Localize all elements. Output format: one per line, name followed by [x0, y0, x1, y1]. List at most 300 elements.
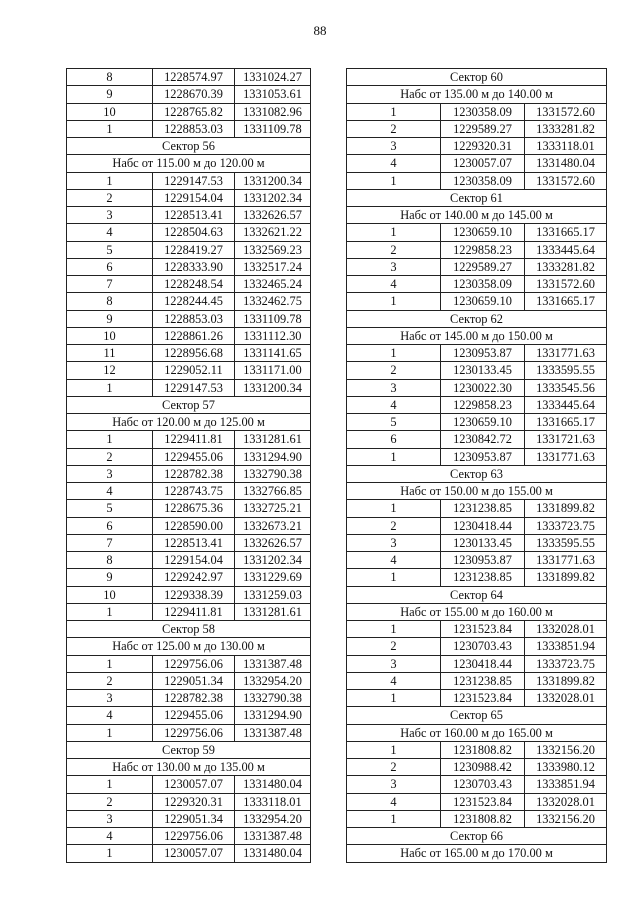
point-number: 2: [347, 638, 441, 655]
sector-header: Сектор 59: [67, 741, 311, 758]
point-number: 1: [67, 603, 153, 620]
point-number: 1: [67, 379, 153, 396]
table-row: [67, 448, 311, 465]
coord-x: 1228419.27: [153, 241, 235, 258]
point-number: 3: [67, 465, 153, 482]
coord-x: 1228333.90: [153, 258, 235, 275]
coord-x: 1230703.43: [441, 638, 525, 655]
sector-header: Сектор 63: [347, 465, 607, 482]
point-number: 6: [347, 431, 441, 448]
table-row: [347, 810, 607, 827]
sector-header: Набс от 135.00 м до 140.00 м: [347, 86, 607, 103]
sector-header-row: [347, 327, 607, 344]
table-row: [347, 672, 607, 689]
sector-header: Сектор 65: [347, 707, 607, 724]
coord-y: 1333281.82: [525, 258, 607, 275]
coord-y: 1332954.20: [235, 810, 311, 827]
coord-y: 1333851.94: [525, 776, 607, 793]
point-number: 1: [347, 690, 441, 707]
coord-y: 1332028.01: [525, 621, 607, 638]
coord-x: 1228782.38: [153, 465, 235, 482]
table-row: [67, 189, 311, 206]
table-row: [347, 534, 607, 551]
coord-y: 1331771.63: [525, 552, 607, 569]
sector-header-row: [67, 759, 311, 776]
coord-y: 1333118.01: [235, 793, 311, 810]
coord-x: 1231238.85: [441, 672, 525, 689]
table-row: [67, 707, 311, 724]
point-number: 10: [67, 586, 153, 603]
sector-header: Набс от 155.00 м до 160.00 м: [347, 603, 607, 620]
point-number: 3: [347, 655, 441, 672]
table-row: [67, 586, 311, 603]
coord-x: 1230057.07: [153, 776, 235, 793]
coord-y: 1331665.17: [525, 293, 607, 310]
coord-x: 1230953.87: [441, 448, 525, 465]
coord-y: 1331572.60: [525, 276, 607, 293]
point-number: 4: [347, 396, 441, 413]
coord-x: 1229411.81: [153, 603, 235, 620]
table-row: [347, 517, 607, 534]
coord-x: 1231808.82: [441, 810, 525, 827]
coord-x: 1231238.85: [441, 569, 525, 586]
coord-x: 1229589.27: [441, 258, 525, 275]
coord-x: 1229147.53: [153, 379, 235, 396]
coord-y: 1332954.20: [235, 672, 311, 689]
coord-x: 1229756.06: [153, 828, 235, 845]
coord-y: 1332790.38: [235, 465, 311, 482]
sector-header: Сектор 60: [347, 69, 607, 86]
coord-y: 1331480.04: [525, 155, 607, 172]
point-number: 4: [347, 276, 441, 293]
table-row: [67, 603, 311, 620]
coord-x: 1230358.09: [441, 103, 525, 120]
point-number: 8: [67, 552, 153, 569]
table-row: [347, 379, 607, 396]
table-row: [347, 621, 607, 638]
coord-y: 1331771.63: [525, 345, 607, 362]
sector-header-row: [347, 207, 607, 224]
table-row: [347, 500, 607, 517]
table-row: [67, 69, 311, 86]
point-number: 6: [67, 517, 153, 534]
point-number: 2: [347, 241, 441, 258]
table-row: [347, 155, 607, 172]
coord-x: 1228861.26: [153, 327, 235, 344]
coord-y: 1331899.82: [525, 500, 607, 517]
coord-y: 1331294.90: [235, 707, 311, 724]
table-row: [67, 672, 311, 689]
sector-header: Сектор 64: [347, 586, 607, 603]
coord-y: 1333723.75: [525, 517, 607, 534]
table-row: [67, 310, 311, 327]
coord-x: 1230418.44: [441, 517, 525, 534]
sector-header-row: [347, 483, 607, 500]
point-number: 1: [347, 345, 441, 362]
coord-y: 1333545.56: [525, 379, 607, 396]
table-row: [67, 172, 311, 189]
coord-x: 1231523.84: [441, 621, 525, 638]
sector-header-row: [347, 586, 607, 603]
coord-y: 1331082.96: [235, 103, 311, 120]
point-number: 3: [347, 258, 441, 275]
coord-y: 1331281.61: [235, 431, 311, 448]
point-number: 4: [347, 672, 441, 689]
point-number: 2: [67, 793, 153, 810]
coord-y: 1332569.23: [235, 241, 311, 258]
table-row: [347, 293, 607, 310]
point-number: 3: [67, 207, 153, 224]
coord-y: 1331202.34: [235, 552, 311, 569]
table-row: [347, 120, 607, 137]
table-row: [67, 483, 311, 500]
table-row: [67, 379, 311, 396]
coord-x: 1230842.72: [441, 431, 525, 448]
point-number: 5: [67, 500, 153, 517]
table-row: [347, 138, 607, 155]
sector-header-row: [67, 396, 311, 413]
point-number: 5: [347, 414, 441, 431]
coord-x: 1230953.87: [441, 552, 525, 569]
coord-y: 1331171.00: [235, 362, 311, 379]
coord-x: 1229756.06: [153, 724, 235, 741]
coord-x: 1229455.06: [153, 707, 235, 724]
coord-x: 1228670.39: [153, 86, 235, 103]
table-row: [347, 655, 607, 672]
table-row: [67, 465, 311, 482]
sector-header-row: [347, 69, 607, 86]
coord-x: 1230133.45: [441, 534, 525, 551]
table-row: [347, 552, 607, 569]
point-number: 2: [347, 759, 441, 776]
point-number: 10: [67, 327, 153, 344]
table-row: [67, 500, 311, 517]
point-number: 10: [67, 103, 153, 120]
point-number: 4: [67, 483, 153, 500]
point-number: 7: [67, 534, 153, 551]
coord-x: 1230133.45: [441, 362, 525, 379]
coord-y: 1331109.78: [235, 120, 311, 137]
coord-x: 1229858.23: [441, 241, 525, 258]
coord-y: 1332465.24: [235, 276, 311, 293]
sector-header-row: [67, 138, 311, 155]
table-row: [347, 103, 607, 120]
coord-y: 1331281.61: [235, 603, 311, 620]
table-row: [67, 534, 311, 551]
point-number: 3: [67, 690, 153, 707]
coord-x: 1228853.03: [153, 120, 235, 137]
point-number: 1: [67, 724, 153, 741]
point-number: 4: [347, 155, 441, 172]
coord-x: 1230418.44: [441, 655, 525, 672]
table-row: [67, 241, 311, 258]
table-row: [347, 241, 607, 258]
sector-header-row: [347, 845, 607, 862]
point-number: 5: [67, 241, 153, 258]
coord-x: 1229858.23: [441, 396, 525, 413]
table-row: [347, 776, 607, 793]
table-row: [67, 569, 311, 586]
point-number: 2: [347, 517, 441, 534]
coord-x: 1228248.54: [153, 276, 235, 293]
coord-x: 1228782.38: [153, 690, 235, 707]
table-row: [347, 414, 607, 431]
table-row: [67, 224, 311, 241]
coord-x: 1230057.07: [441, 155, 525, 172]
coord-y: 1331229.69: [235, 569, 311, 586]
sector-header-row: [67, 741, 311, 758]
sector-header-row: [347, 310, 607, 327]
coord-x: 1229242.97: [153, 569, 235, 586]
coord-x: 1230659.10: [441, 414, 525, 431]
coord-y: 1331572.60: [525, 103, 607, 120]
coordinates-table-right: [346, 68, 607, 863]
coord-x: 1228244.45: [153, 293, 235, 310]
coord-x: 1229411.81: [153, 431, 235, 448]
sector-header: Сектор 61: [347, 189, 607, 206]
table-row: [67, 327, 311, 344]
coord-x: 1228675.36: [153, 500, 235, 517]
point-number: 2: [67, 189, 153, 206]
coord-x: 1230358.09: [441, 276, 525, 293]
sector-header: Набс от 140.00 м до 145.00 м: [347, 207, 607, 224]
coord-y: 1333445.64: [525, 241, 607, 258]
coord-x: 1228504.63: [153, 224, 235, 241]
coord-y: 1331899.82: [525, 672, 607, 689]
sector-header-row: [67, 155, 311, 172]
coord-y: 1331200.34: [235, 379, 311, 396]
coord-y: 1333118.01: [525, 138, 607, 155]
sector-header-row: [347, 86, 607, 103]
point-number: 4: [347, 793, 441, 810]
sector-header: Набс от 130.00 м до 135.00 м: [67, 759, 311, 776]
point-number: 2: [347, 120, 441, 137]
point-number: 1: [67, 845, 153, 862]
coord-y: 1332673.21: [235, 517, 311, 534]
table-row: [347, 448, 607, 465]
sector-header: Сектор 66: [347, 828, 607, 845]
coord-x: 1229147.53: [153, 172, 235, 189]
table-row: [347, 741, 607, 758]
coord-x: 1229052.11: [153, 362, 235, 379]
coord-x: 1228590.00: [153, 517, 235, 534]
coord-y: 1331053.61: [235, 86, 311, 103]
point-number: 2: [67, 672, 153, 689]
page-number: 88: [313, 23, 327, 38]
point-number: 1: [347, 500, 441, 517]
table-row: [67, 724, 311, 741]
point-number: 4: [67, 707, 153, 724]
table-row: [347, 396, 607, 413]
point-number: 1: [347, 621, 441, 638]
coord-y: 1333851.94: [525, 638, 607, 655]
sector-header-row: [67, 621, 311, 638]
point-number: 1: [347, 172, 441, 189]
coord-y: 1331899.82: [525, 569, 607, 586]
coord-x: 1229051.34: [153, 672, 235, 689]
coord-x: 1229320.31: [153, 793, 235, 810]
table-row: [67, 86, 311, 103]
coord-y: 1331259.03: [235, 586, 311, 603]
point-number: 1: [347, 293, 441, 310]
coord-x: 1230953.87: [441, 345, 525, 362]
point-number: 3: [347, 776, 441, 793]
sector-header: Набс от 125.00 м до 130.00 м: [67, 638, 311, 655]
sector-header: Набс от 115.00 м до 120.00 м: [67, 155, 311, 172]
coord-x: 1228765.82: [153, 103, 235, 120]
sector-header-row: [67, 638, 311, 655]
coord-y: 1331665.17: [525, 414, 607, 431]
coord-y: 1331387.48: [235, 655, 311, 672]
sector-header: Набс от 145.00 м до 150.00 м: [347, 327, 607, 344]
point-number: 1: [347, 103, 441, 120]
table-row: [347, 172, 607, 189]
table-row: [67, 120, 311, 137]
point-number: 6: [67, 258, 153, 275]
table-row: [67, 362, 311, 379]
point-number: 8: [67, 293, 153, 310]
coord-x: 1229589.27: [441, 120, 525, 137]
coord-x: 1230659.10: [441, 293, 525, 310]
point-number: 4: [67, 828, 153, 845]
point-number: 4: [67, 224, 153, 241]
table-row: [67, 793, 311, 810]
coord-y: 1331387.48: [235, 828, 311, 845]
coord-y: 1333281.82: [525, 120, 607, 137]
sector-header: Сектор 62: [347, 310, 607, 327]
coord-y: 1333445.64: [525, 396, 607, 413]
table-row: [347, 690, 607, 707]
coord-x: 1231238.85: [441, 500, 525, 517]
table-row: [67, 845, 311, 862]
table-row: [67, 293, 311, 310]
table-row: [347, 793, 607, 810]
table-row: [347, 362, 607, 379]
coord-y: 1331572.60: [525, 172, 607, 189]
table-row: [347, 345, 607, 362]
point-number: 9: [67, 569, 153, 586]
coord-y: 1332517.24: [235, 258, 311, 275]
point-number: 1: [67, 776, 153, 793]
coord-y: 1332626.57: [235, 207, 311, 224]
coord-y: 1332028.01: [525, 690, 607, 707]
point-number: 1: [67, 431, 153, 448]
coord-x: 1229338.39: [153, 586, 235, 603]
sector-header-row: [347, 828, 607, 845]
coord-x: 1231523.84: [441, 793, 525, 810]
table-row: [347, 759, 607, 776]
sector-header-row: [347, 465, 607, 482]
table-row: [347, 431, 607, 448]
point-number: 2: [67, 448, 153, 465]
coord-y: 1331024.27: [235, 69, 311, 86]
coord-y: 1331480.04: [235, 776, 311, 793]
coord-x: 1228956.68: [153, 345, 235, 362]
table-row: [67, 345, 311, 362]
point-number: 1: [347, 741, 441, 758]
point-number: 7: [67, 276, 153, 293]
coord-x: 1230358.09: [441, 172, 525, 189]
coord-x: 1230703.43: [441, 776, 525, 793]
sector-header: Набс от 160.00 м до 165.00 м: [347, 724, 607, 741]
point-number: 2: [347, 362, 441, 379]
coord-y: 1331480.04: [235, 845, 311, 862]
sector-header-row: [347, 603, 607, 620]
coord-y: 1331200.34: [235, 172, 311, 189]
point-number: 4: [347, 552, 441, 569]
point-number: 3: [347, 534, 441, 551]
coord-y: 1333723.75: [525, 655, 607, 672]
coord-x: 1229051.34: [153, 810, 235, 827]
coord-y: 1332156.20: [525, 810, 607, 827]
coord-x: 1229154.04: [153, 189, 235, 206]
point-number: 1: [347, 569, 441, 586]
point-number: 1: [347, 448, 441, 465]
coord-y: 1331202.34: [235, 189, 311, 206]
coord-y: 1332626.57: [235, 534, 311, 551]
point-number: 8: [67, 69, 153, 86]
coord-x: 1229455.06: [153, 448, 235, 465]
coord-y: 1332462.75: [235, 293, 311, 310]
coord-y: 1332156.20: [525, 741, 607, 758]
point-number: 9: [67, 86, 153, 103]
table-row: [67, 517, 311, 534]
point-number: 12: [67, 362, 153, 379]
table-row: [67, 776, 311, 793]
sector-header: Набс от 120.00 м до 125.00 м: [67, 414, 311, 431]
coord-x: 1230022.30: [441, 379, 525, 396]
table-row: [67, 810, 311, 827]
coord-x: 1229154.04: [153, 552, 235, 569]
table-row: [67, 655, 311, 672]
point-number: 3: [347, 379, 441, 396]
table-row: [67, 258, 311, 275]
coord-y: 1332621.22: [235, 224, 311, 241]
point-number: 1: [347, 224, 441, 241]
coord-y: 1332766.85: [235, 483, 311, 500]
point-number: 9: [67, 310, 153, 327]
point-number: 1: [67, 172, 153, 189]
coord-x: 1231808.82: [441, 741, 525, 758]
coord-x: 1231523.84: [441, 690, 525, 707]
sector-header-row: [347, 707, 607, 724]
coord-y: 1331665.17: [525, 224, 607, 241]
sector-header: Сектор 57: [67, 396, 311, 413]
coord-y: 1333595.55: [525, 534, 607, 551]
sector-header: Набс от 150.00 м до 155.00 м: [347, 483, 607, 500]
coord-y: 1332725.21: [235, 500, 311, 517]
coord-y: 1332790.38: [235, 690, 311, 707]
table-row: [347, 258, 607, 275]
table-row: [347, 276, 607, 293]
coord-x: 1228853.03: [153, 310, 235, 327]
table-row: [347, 224, 607, 241]
table-row: [67, 103, 311, 120]
point-number: 3: [347, 138, 441, 155]
coord-y: 1331771.63: [525, 448, 607, 465]
coord-x: 1228743.75: [153, 483, 235, 500]
sector-header: Сектор 56: [67, 138, 311, 155]
coord-y: 1331112.30: [235, 327, 311, 344]
sector-header-row: [347, 724, 607, 741]
table-row: [67, 207, 311, 224]
coord-y: 1333980.12: [525, 759, 607, 776]
coord-x: 1229756.06: [153, 655, 235, 672]
sector-header-row: [67, 414, 311, 431]
coord-y: 1331294.90: [235, 448, 311, 465]
table-row: [347, 638, 607, 655]
table-row: [67, 552, 311, 569]
